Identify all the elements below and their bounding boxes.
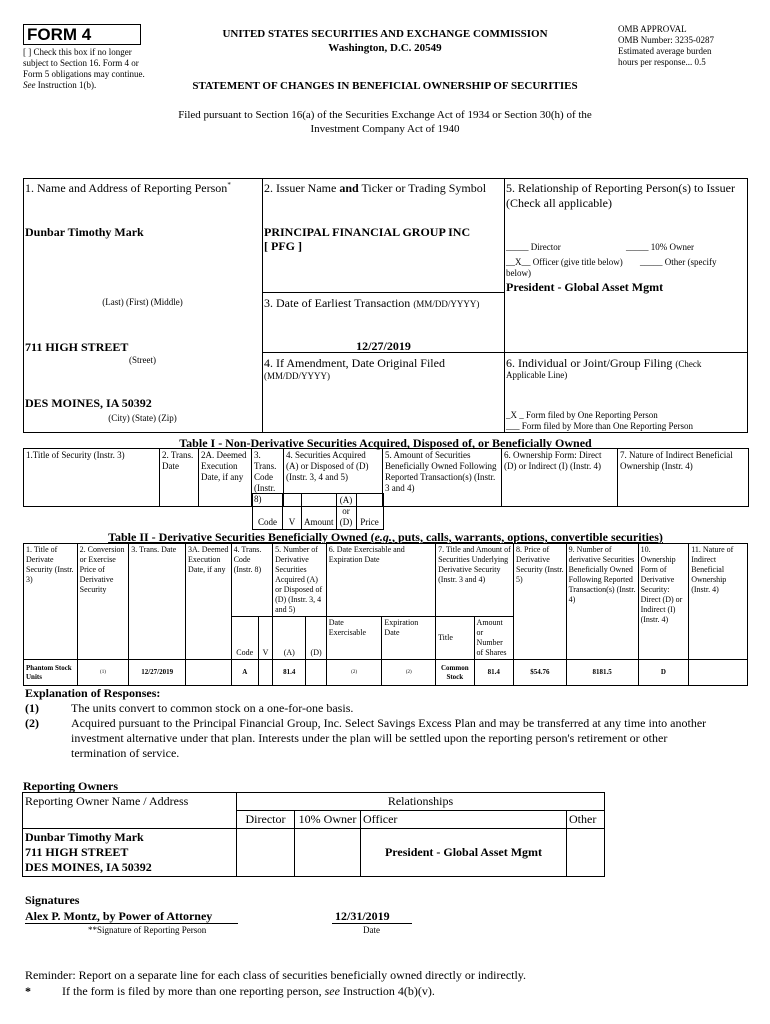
table1-sub-v: V: [283, 494, 302, 530]
row-acquired: 81.4: [273, 660, 306, 686]
owner-ten-pct-cell: [295, 829, 361, 877]
earliest-transaction-date: 12/27/2019: [356, 339, 411, 353]
row-nature: [689, 660, 748, 686]
signature-caption: **Signature of Reporting Person: [88, 925, 207, 935]
table2-sub-d: (D): [306, 617, 326, 660]
table2-sub-amount: Amount or Number of Shares: [474, 617, 513, 660]
agency-city: Washington, D.C. 20549: [328, 42, 442, 54]
name-caption: (Last) (First) (Middle): [102, 297, 183, 307]
omb-approval: OMB APPROVAL: [618, 24, 687, 34]
officer-option: __X__ Officer (give title below): [506, 257, 623, 267]
reporting-person-city: DES MOINES, IA 50392: [25, 396, 152, 410]
table1-sub-amount: Amount: [302, 494, 337, 530]
table1-col6-header: 6. Ownership Form: Direct (D) or Indirect (I) (Instr. 4): [502, 449, 618, 507]
footnote-1-number: (1): [25, 701, 39, 715]
omb-box: [618, 24, 758, 68]
signatures-title: Signatures: [25, 893, 80, 907]
table2-col8-header: 8. Price of Derivative Security (Instr. 5): [514, 544, 567, 660]
table1-col7-header: 7. Nature of Indirect Beneficial Ownership (Instr. 4): [618, 449, 749, 507]
table1-col2-header: 2. Trans. Date: [160, 449, 199, 507]
table1-col4-header: 4. Securities Acquired (A) or Disposed of (D) (Instr. 3, 4 and 5): [284, 449, 383, 507]
officer-header: Officer: [361, 811, 567, 829]
box2-label: 2. Issuer Name and Ticker or Trading Symbol: [264, 181, 487, 195]
owner-director-cell: [237, 829, 295, 877]
owner-other-cell: [567, 829, 605, 877]
table2-sub-v: V: [258, 617, 272, 660]
other-header: Other: [567, 811, 605, 829]
owner-address: [23, 829, 237, 877]
row-disposed: [306, 660, 326, 686]
multiple-reporting-note: If the form is filed by more than one reporting person, see Instruction 4(b)(v).: [62, 984, 435, 998]
explanation-title: Explanation of Responses:: [25, 686, 161, 700]
reporting-person-name: Dunbar Timothy Mark: [25, 225, 144, 239]
row-conversion: (1): [77, 660, 129, 686]
ten-pct-header: 10% Owner: [295, 811, 361, 829]
box6-label-2: Applicable Line): [506, 370, 568, 380]
row-trans-date: 12/27/2019: [129, 660, 186, 686]
table1: [23, 448, 749, 507]
footnote-2-number: (2): [25, 716, 39, 730]
row-exercisable: (2): [326, 660, 382, 686]
table2-col7-header: 7. Title and Amount of Securities Underlying Derivative Security (Instr. 3 and 4): [436, 544, 514, 617]
reminder-text: Reminder: Report on a separate line for each class of securities beneficially owned directly or indirectly.: [25, 968, 527, 982]
street-caption: (Street): [129, 355, 156, 365]
form-title: FORM 4: [23, 24, 141, 45]
table1-col2a-header: 2A. Deemed Execution Date, if any: [199, 449, 252, 507]
date-caption: Date: [363, 925, 380, 935]
row-security-title: Phantom Stock Units: [24, 660, 78, 686]
table2-sub-title: Title: [436, 617, 474, 660]
omb-number: OMB Number: 3235-0287: [618, 35, 714, 45]
box4-label: 4. If Amendment, Date Original Filed: [264, 356, 445, 370]
table2-col1-header: 1. Title of Derivate Security (Instr. 3): [24, 544, 78, 660]
footnote-2-text-1: Acquired pursuant to the Principal Financial Group, Inc. Select Savings Excess Plan and may be transferred at any time into another: [71, 716, 707, 730]
table-row: [24, 660, 748, 686]
box5-label: 5. Relationship of Reporting Person(s) to Issuer: [506, 181, 735, 195]
check-box-see: See: [23, 80, 36, 90]
filed-pursuant-2: Investment Company Act of 1940: [310, 123, 460, 135]
table2-title: Table II - Derivative Securities Beneficially Owned (e.g., puts, calls, warrants, options, convertible securities): [108, 530, 663, 544]
table2: [23, 543, 748, 686]
reporting-person-street: 711 HIGH STREET: [25, 340, 129, 354]
table2-col9-header: 9. Number of derivative Securities Beneficially Owned Following Reported Transaction(s) (Instr. 4): [566, 544, 638, 660]
row-underlying-amount: 81.4: [474, 660, 513, 686]
row-underlying-title: Common Stock: [436, 660, 474, 686]
footnote-star: *: [25, 984, 31, 998]
table2-sub-exercisable: Date Exercisable: [326, 617, 382, 660]
officer-title: President - Global Asset Mgmt: [506, 280, 664, 294]
footnote-2-text-3: termination of service.: [71, 746, 180, 760]
city-caption: (City) (State) (Zip): [108, 413, 177, 423]
table2-sub-code: Code: [231, 617, 258, 660]
row-expiration: (2): [382, 660, 436, 686]
table2-col11-header: 11. Nature of Indirect Beneficial Ownership (Instr. 4): [689, 544, 748, 660]
table2-sub-a: (A): [273, 617, 306, 660]
owner-name: Dunbar Timothy Mark: [25, 830, 144, 844]
issuer-name: PRINCIPAL FINANCIAL GROUP INC: [264, 225, 471, 239]
owner-name-header: Reporting Owner Name / Address: [23, 793, 237, 829]
footnote-2-text-2: investment alternative under that plan. Interests under the plan will be settled upon the reporting person's retirement or other: [71, 731, 668, 745]
table1-subheader: [252, 493, 384, 530]
check-box-text: [ ] Check this box if no longer subject to Section 16. Form 4 or Form 5 obligations may continue.: [23, 47, 145, 79]
table2-col5-header: 5. Number of Derivative Securities Acquired (A) or Disposed of (D) (Instr. 3, 4 and 5): [273, 544, 327, 617]
table2-col3a-header: 3A. Deemed Execution Date, if any: [186, 544, 232, 660]
table2-col3-header: 3. Trans. Date: [129, 544, 186, 660]
check-box-note: [23, 47, 153, 91]
table2-sub-expiration: Expiration Date: [382, 617, 436, 660]
omb-burden: Estimated average burden: [618, 46, 712, 56]
check-box-instruction: Instruction 1(b).: [37, 80, 97, 90]
director-option: _____ Director: [506, 242, 561, 252]
filing-one-person: _X _ Form filed by One Reporting Person: [506, 410, 658, 420]
filing-more-persons: ___ Form filed by More than One Reporting Person: [506, 421, 693, 431]
reporting-owners-title: Reporting Owners: [23, 779, 118, 793]
other-option: _____ Other (specify: [640, 257, 717, 267]
agency-name: UNITED STATES SECURITIES AND EXCHANGE COMMISSION: [222, 28, 548, 40]
row-ownership-form: D: [638, 660, 689, 686]
owner-officer-title: President - Global Asset Mgmt: [361, 829, 567, 877]
row-price: $54.76: [514, 660, 567, 686]
table1-title: Table I - Non-Derivative Securities Acquired, Disposed of, or Beneficially Owned: [179, 436, 592, 450]
table2-col6-header: 6. Date Exercisable and Expiration Date: [326, 544, 435, 617]
ten-pct-option: _____ 10% Owner: [626, 242, 694, 252]
table1-sub-price: Price: [356, 494, 383, 530]
omb-hours: hours per response... 0.5: [618, 57, 706, 67]
statement-title: STATEMENT OF CHANGES IN BENEFICIAL OWNERSHIP OF SECURITIES: [192, 80, 578, 92]
director-header: Director: [237, 811, 295, 829]
table1-col1-header: 1.Title of Security (Instr. 3): [24, 449, 160, 507]
other-option-2: below): [506, 268, 531, 278]
table2-col4-header: 4. Trans. Code (Instr. 8): [231, 544, 273, 617]
table2-col10-header: 10. Ownership Form of Derivative Security: Direct (D) or Indirect (I) (Instr. 4): [638, 544, 689, 660]
row-v: [258, 660, 272, 686]
table2-col2-header: 2. Conversion or Exercise Price of Derivative Security: [77, 544, 129, 660]
table-row: [23, 829, 605, 877]
signature-date: 12/31/2019: [335, 909, 390, 923]
box6-label: 6. Individual or Joint/Group Filing (Check: [506, 356, 702, 370]
box3-label: 3. Date of Earliest Transaction (MM/DD/YYYY): [264, 296, 480, 310]
row-deemed-date: [186, 660, 232, 686]
row-owned-following: 8181.5: [566, 660, 638, 686]
signer-name: Alex P. Montz, by Power of Attorney: [25, 909, 213, 923]
reporting-owners-table: [22, 792, 605, 877]
row-code: A: [231, 660, 258, 686]
owner-city: DES MOINES, IA 50392: [25, 860, 152, 874]
table1-sub-code: Code: [253, 494, 283, 530]
filed-pursuant-1: Filed pursuant to Section 16(a) of the Securities Exchange Act of 1934 or Section 30(h) of the: [178, 109, 592, 121]
box5-label-2: (Check all applicable): [506, 196, 612, 210]
footnote-1-text: The units convert to common stock on a one-for-one basis.: [71, 701, 354, 715]
owner-street: 711 HIGH STREET: [25, 845, 129, 859]
table1-col3-header: 3. Trans. Code (Instr. 8): [252, 449, 284, 507]
box1-label: 1. Name and Address of Reporting Person*: [25, 181, 231, 195]
table1-sub-aord: (A) or (D): [336, 494, 356, 530]
table1-col5-header: 5. Amount of Securities Beneficially Owned Following Reported Transaction(s) (Instr. 3 and 4): [383, 449, 502, 507]
issuer-ticker: [ PFG ]: [264, 239, 302, 253]
box4-format: (MM/DD/YYYY): [264, 371, 330, 381]
relationships-header: Relationships: [237, 793, 605, 811]
